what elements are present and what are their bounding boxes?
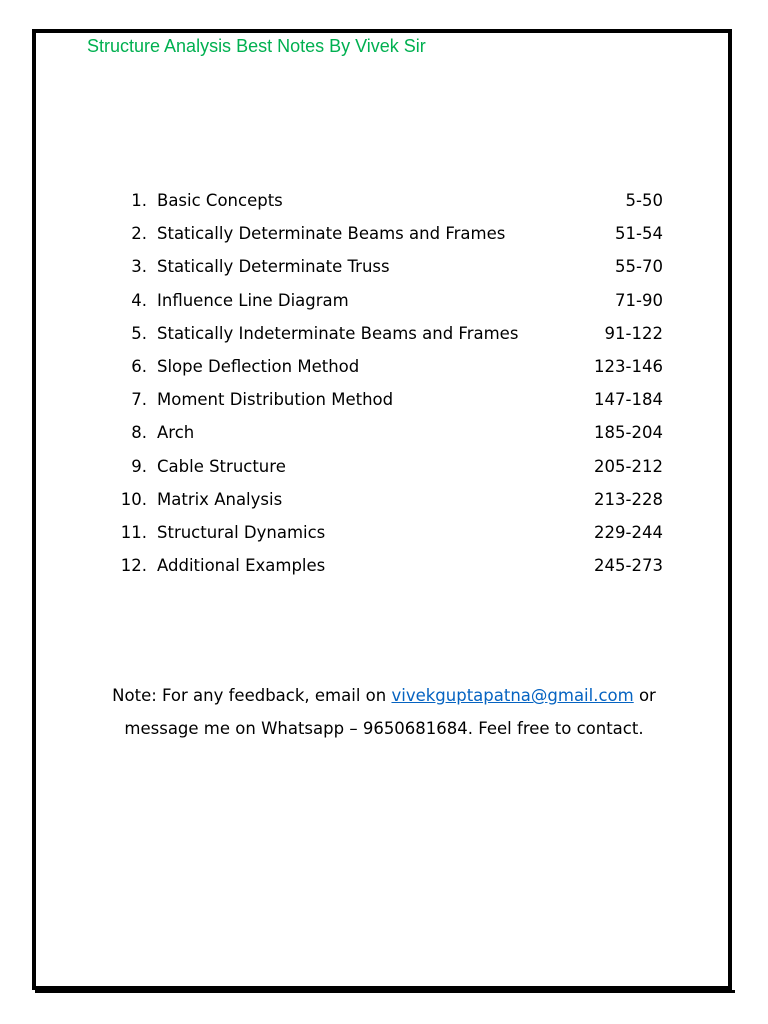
toc-pages: 213-228 [594, 489, 663, 509]
note-prefix: Note: For any feedback, email on [112, 686, 392, 705]
toc-pages: 245-273 [594, 556, 663, 576]
toc-number: 8. [131, 423, 147, 443]
toc-pages: 5-50 [625, 191, 663, 210]
toc-row [0, 387, 768, 413]
toc-pages: 147-184 [594, 390, 663, 410]
toc-pages: 229-244 [594, 523, 663, 542]
toc-title: Statically Indeterminate Beams and Frames [157, 323, 519, 343]
toc-title: Influence Line Diagram [157, 290, 349, 310]
toc-title: Basic Concepts [157, 191, 283, 210]
email-link[interactable]: vivekguptapatna@gmail.com [391, 686, 634, 705]
toc-pages: 51-54 [615, 224, 663, 244]
toc-title: Arch [157, 423, 195, 443]
toc-pages: 55-70 [615, 257, 663, 277]
page-border-bottom-line [35, 990, 735, 993]
note-suffix: or [633, 686, 656, 705]
toc-number: 10. [120, 489, 147, 509]
toc-title: Statically Determinate Beams and Frames [157, 224, 506, 244]
toc-number: 11. [120, 523, 147, 542]
toc-number: 1. [131, 191, 147, 210]
toc-number: 12. [120, 556, 147, 576]
note-line-1 [0, 683, 768, 709]
toc-pages: 123-146 [594, 357, 663, 376]
toc-title: Matrix Analysis [157, 489, 283, 509]
toc-row [0, 254, 768, 280]
toc-row [0, 520, 768, 546]
toc-row [0, 454, 768, 480]
toc-row [0, 487, 768, 513]
toc-title: Cable Structure [157, 456, 286, 476]
toc-number: 3. [131, 257, 147, 277]
toc-title: Slope Deflection Method [157, 357, 360, 376]
toc-number: 5. [131, 323, 147, 343]
toc-number: 9. [131, 456, 147, 476]
toc-row [0, 553, 768, 579]
toc-number: 7. [131, 390, 147, 410]
toc-pages: 205-212 [594, 456, 663, 476]
toc-pages: 185-204 [594, 423, 663, 443]
toc-row [0, 288, 768, 314]
toc-pages: 71-90 [615, 290, 663, 310]
toc-number: 6. [131, 357, 147, 376]
toc-row [0, 188, 768, 214]
toc-title: Structural Dynamics [157, 523, 326, 542]
toc-title: Statically Determinate Truss [157, 257, 390, 277]
toc-title: Additional Examples [157, 556, 326, 576]
page-title: Structure Analysis Best Notes By Vivek Sir [87, 36, 426, 56]
toc-number: 2. [131, 224, 147, 244]
toc-number: 4. [131, 290, 147, 310]
toc-row [0, 321, 768, 347]
note-line-2: message me on Whatsapp – 9650681684. Feel free to contact. [124, 719, 644, 738]
toc-row [0, 420, 768, 446]
toc-row [0, 221, 768, 247]
toc-pages: 91-122 [604, 323, 663, 343]
toc-row [0, 354, 768, 380]
toc-title: Moment Distribution Method [157, 390, 394, 410]
